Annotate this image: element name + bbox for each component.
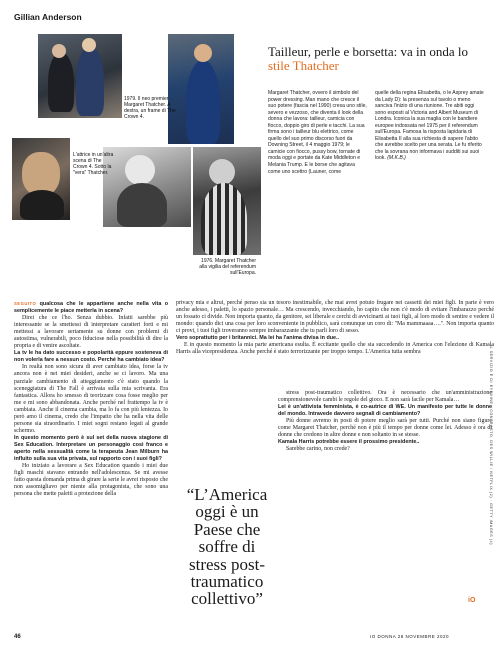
issue-footer: IO DONNA 28 NOVEMBRE 2020 <box>370 634 450 639</box>
question: In questo momento però è sul set della nuova stagione di Sex Education. Interpretare un personaggio così franco e aperto nella sessualità come la terapeuta Jean Milburn ha influito sulla sua vita privata, sul rapporto con i suoi figli? <box>14 434 168 463</box>
answer: In realtà non sono sicura di aver cambiato idea, forse la tv ancora non è nei miei desideri, anche se ci lavoro. Ma una parziale cambiamento di atteggiamento c'è stato quando la sceneggiatura di The Fall è arrivata sulla mia scrivania. Era fantastica. Allora ho smesso di teorizzare cosa fosse meglio per me e mi sono abbandonata. Anche perché nel frattempo la tv è cambiata. Anche il cinema cambia, ma lo fa con più lentezza. Io però amo il cinema, credo che l'impatto che ha nella vita delle persone sia straordinario. I miei sogni restano legati al grande schermo. <box>14 364 168 434</box>
question: Vero soprattutto per i britannici. Ma lei ha l'anima divisa in due.. <box>176 335 340 342</box>
answer: Ho iniziato a lavorare a Sex Education quando i miei due figli maschi stavano entrando nell'adolescenza. Se mi avesse fatto questa domanda prima di girare la serie le avrei risposto che non assomigliavo per niente alla protagonista, che sono una persona che mette paletti a protezione della <box>14 463 168 498</box>
photo-thatcher-1976 <box>193 147 261 255</box>
answer: Direi che ce l'ho. Senza dubbio. Infatti sarebbe più interessante se la smettessi di interpretare caratteri forti e mi mettessi a lavorare seriamente su donne con problemi di autostima, vulnerabili, poco fiduciose nella possibilità di dire la propria e di venire ascoltate. <box>14 315 168 350</box>
answer: stress post-traumatico collettivo. Ora è necessario che un'amministrazione comprensionevole cambi le regole del gioco. E non sarà facile per Kamala… <box>278 390 492 404</box>
photo-credits <box>489 345 496 585</box>
caption-actress: L'attrice in un'altra scena di The Crown 4. Sotto la "vera" Thatcher. <box>73 152 114 176</box>
photo-thatcher-1979 <box>38 34 122 118</box>
pull-quote: “L’America oggi è un Paese che soffre di stress post-traumatico collettivo” <box>186 485 268 609</box>
photo-credits-text: IL SERVIZIO È DI EYEVINE / CONTRASTO, DES WILLIE / NETFLIX (2) · GETTY IMAGES (4) <box>489 345 493 546</box>
author-name: Gillian Anderson <box>14 12 82 22</box>
sidebar-title-accent: stile Thatcher <box>268 58 339 73</box>
caption-1976: 1976. Margaret Thatcher alla vigilia del referendum sull'Europa. <box>199 258 256 276</box>
answer: E in questo momento la mia parte americana esulta. È eccitante quello che sta succedendo in America con l'elezione di Kamala Harris alla vicepresidenza. Anche perché è stato terrorizzante per troppo tempo. L'America tutta sembra <box>176 342 494 356</box>
question: Lei è un'attivista femminista, è co-autrice di WE. Un manifesto per tutte le donne del mondo. Intravede davvero segnali di cambiamento? <box>278 404 492 418</box>
page-number: 46 <box>14 634 21 640</box>
answer: Sarebbe carino, non crede? <box>286 446 350 453</box>
answer: privacy mia e altrui, perché penso sia un tesoro inestimabile, che mai avrei potuto frugare nei cassetti dei miei figli. In parte è vero anche adesso, i paletti, lo spazio personale… Ma crescendo, invecchiando, ho capito che non c'è modo di evitare l'imbarazzo perché un fossato ci divide. Non importa quanto, da genitore, sei liberale e cerchi di avvicinarti ai tuoi figli, al loro modo di sentire e vedere il mondo: quando dici una cosa per loro sconveniente in pubblico, sarà comunque un coro di: "Ma mammaaaa….". Non importa quanto ci provi, i tuoi figli troveranno sempre imbarazzante che tu parli loro di sesso. <box>176 300 494 335</box>
caption-1979: 1979. Il neo premier Margaret Thatcher. A destra, un frame di The Crown 4. <box>124 96 176 120</box>
question <box>14 300 168 315</box>
question: La tv le ha dato successo e popolarità eppure sosteneva di non volerla fare a nessun costo. Perché ha cambiato idea? <box>14 350 168 364</box>
question-text: qualcosa che le appartiene anche nella vita o semplicemente le piace metterla in scena? <box>14 301 168 315</box>
photo-the-crown-frame <box>168 34 234 144</box>
sidebar-text-col2-body: quelle della regina Elisabetta, o le Asprey amate da Lady D): la presenza sul tavolo o meno sanciva l'inizio di una riunione. Tre abiti oggi sono esposti al Victoria and Albert Museum di Londra. Iconica la sua maglia con le bandiere europee indossata nel 1975 per il referendum sull'Europa. Famosa la risposta lapidaria di Elisabetta II alla sua richiesta di sapere l'abito che avrebbe scelto per una serata. Le fu riferito che la sovrana non informava i sudditi sui suoi look. <box>375 90 484 162</box>
sidebar-title-text: Tailleur, perle e borsetta: va in onda lo <box>268 44 468 59</box>
photo-gillian-anderson-scene <box>12 138 70 220</box>
sidebar-signoff: (M.K.B.) <box>387 155 406 162</box>
io-logo: iO <box>468 597 476 604</box>
article-column-2 <box>176 300 494 356</box>
article-column-3 <box>278 390 492 453</box>
sidebar-text-col2 <box>375 90 485 162</box>
sidebar-title <box>268 45 490 73</box>
answer: Più donne avremo in posti di potere meglio sarà per tutti. Purché non siano figure come Margaret Thatcher, perché non è più il tempo per donne come lei. Adesso è ora di donne che credono in altre donne e non soltanto in se stesse. <box>278 418 492 439</box>
segue-label: SEGUITO <box>14 301 37 306</box>
article-column-1 <box>14 300 168 498</box>
question: Kamala Harris potrebbe essere il prossimo presidente.. <box>278 439 420 446</box>
sidebar-text-col1: Margaret Thatcher, ovvero il simbolo del power dressing. Man mano che cresce il suo potere (fascia nel 1990) cresa uno stile, severo e vezzoso, che diventa il look della donna che lavora: tailleur, camicia con fiocco, doppio giro di perle e tacchi. La sua firma sono i tailleur blu elettrico, come quello del suo primo discorso fuori da Downing Street, il 4 maggio 1979; le camicie con fiocco, pussy bow, tornate di moda oggi e portate da Kate Middleton e Melania Trump. E le borse che agitava come uno scettro (Launer, come <box>268 90 367 175</box>
